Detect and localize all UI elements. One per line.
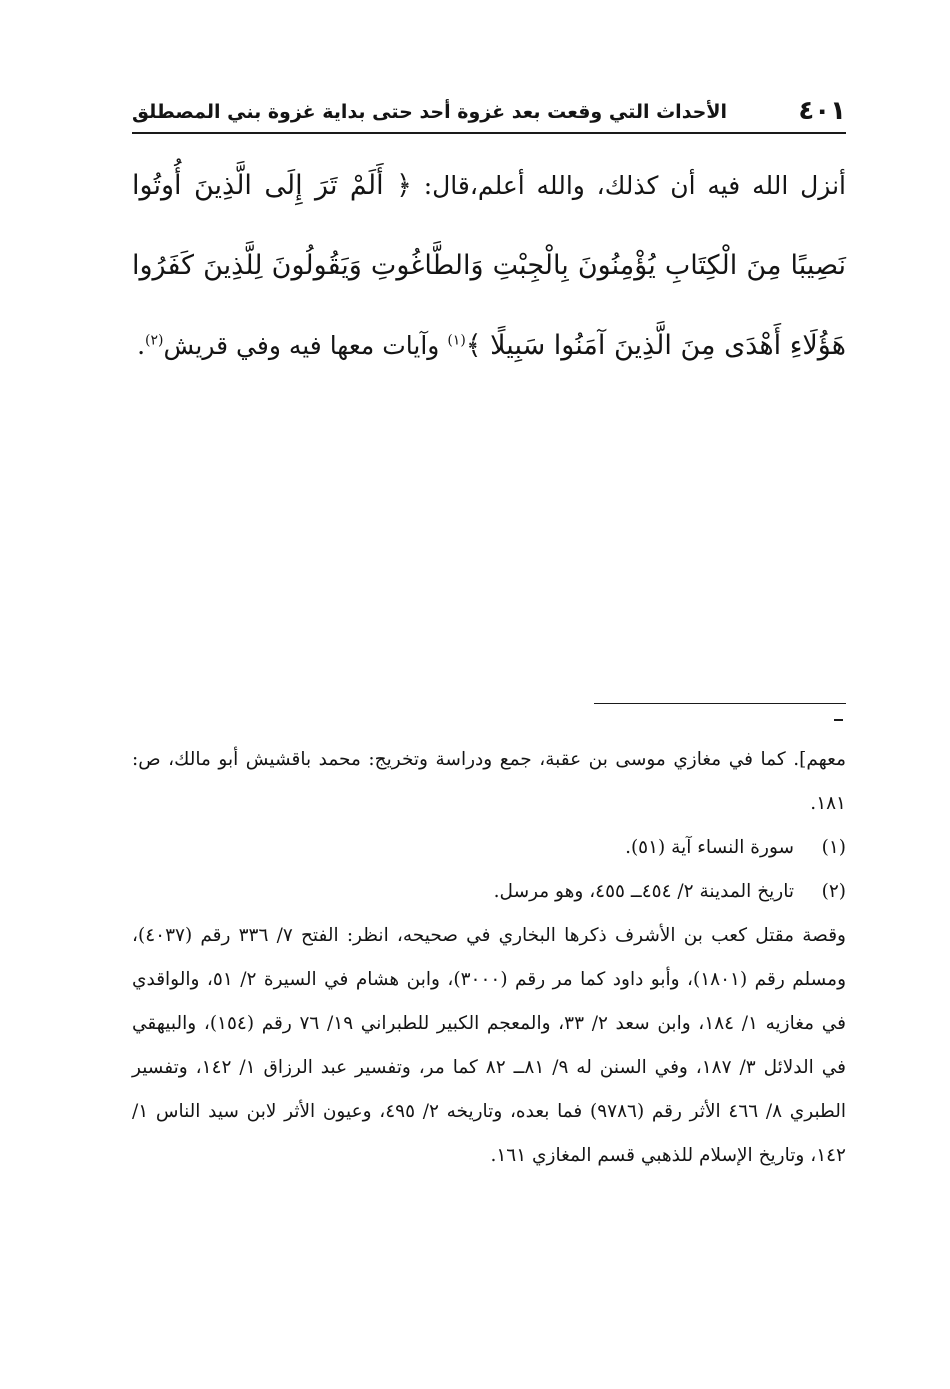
footnotes-block — [132, 738, 846, 1178]
footnote-2 — [132, 870, 846, 914]
page-header — [132, 96, 846, 130]
footnote-ref-1: (١) — [447, 332, 466, 349]
footnote-continuation: معهم]. كما في مغازي موسى بن عقبة، جمع ودراسة وتخريج: محمد باقشيش أبو مالك، ص: ١٨١. — [132, 749, 846, 814]
footnote-text: تاريخ المدينة ٢/ ٤٥٤ــ ٤٥٥، وهو مرسل. — [493, 881, 794, 902]
continuation-marker — [834, 719, 843, 721]
end-punctuation: . — [137, 331, 146, 360]
running-title: الأحداث التي وقعت بعد غزوة أحد حتى بداية غزوة بني المصطلق — [132, 101, 728, 123]
page-number: ٤٠١ — [798, 96, 846, 126]
footnote-text: سورة النساء آية (٥١). — [625, 837, 794, 858]
footnote-2-detail: وقصة مقتل كعب بن الأشرف ذكرها البخاري في صحيحه، انظر: الفتح ٧/ ٣٣٦ رقم (٤٠٣٧)، ومسلم رقم (١٨٠١)، وأبو داود كما مر رقم (٣٠٠٠)، وابن هشام في السيرة ٢/ ٥١، والواقدي في مغازيه ١/ ١٨٤، وابن سعد ٢/ ٣٣، والمعجم الكبير للطبراني ١٩/ ٧٦ رقم (١٥٤)، والبيهقي في الدلائل ٣/ ١٨٧، وفي السنن له ٩/ ٨١ــ ٨٢ كما مر، وتفسير عبد الرزاق ١/ ١٤٢، وتفسير الطبري ٨/ ٤٦٦ الأثر رقم (٩٧٨٦) فما بعده، وتاريخه ٢/ ٤٩٥، وعيون الأثر لابن سيد الناس ١/ ١٤٢، وتاريخ الإسلام للذهبي قسم المغازي ١٦١. — [132, 925, 847, 1166]
footnote-number: (١) — [821, 837, 846, 858]
footnote-number: (٢) — [821, 881, 846, 902]
quran-verse: ﴿ أَلَمْ تَرَ إِلَى الَّذِينَ أُوتُوا نَصِيبًا مِنَ الْكِتَابِ يُؤْمِنُونَ بِالْجِبْتِ وَالطَّاغُوتِ وَيَقُولُونَ لِلَّذِينَ كَفَرُوا هَؤُلَاءِ أَهْدَى مِنَ الَّذِينَ آمَنُوا سَبِيلًا ﴾ — [132, 170, 846, 361]
footnote-1 — [132, 826, 846, 870]
middle-text: وآيات معها فيه وفي قريش — [163, 331, 448, 360]
intro-text: أنزل الله فيه أن كذلك، والله أعلم،قال: — [411, 171, 846, 200]
main-paragraph — [132, 146, 846, 386]
footnote-ref-2: (٢) — [145, 332, 164, 349]
header-rule — [132, 132, 846, 134]
footnote-separator — [594, 703, 846, 704]
